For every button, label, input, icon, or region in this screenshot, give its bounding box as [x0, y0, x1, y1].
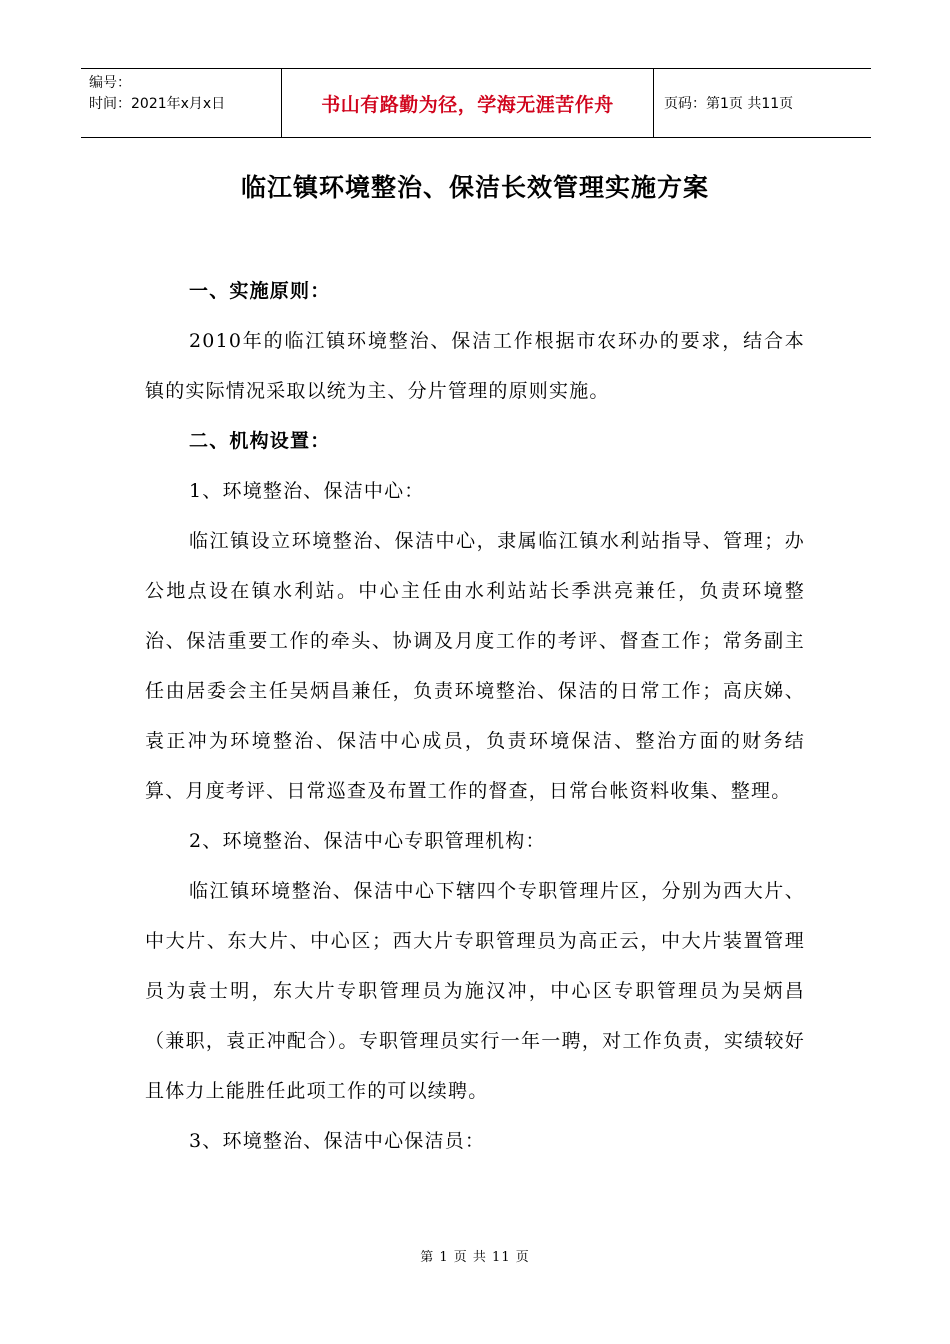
section-heading-organization: 二、机构设置： — [189, 430, 331, 452]
document-body — [145, 266, 805, 1166]
item-heading-management: 2、环境整治、保洁中心专职管理机构： — [189, 830, 546, 852]
page-footer: 第 1 页 共 11 页 — [420, 1250, 530, 1265]
motto-text: 书山有路勤为径，学海无涯苦作舟 — [321, 93, 614, 116]
item-heading-cleaners: 3、环境整治、保洁中心保洁员： — [189, 1130, 486, 1152]
header-table — [81, 68, 871, 138]
paragraph-principles: 2010年的临江镇环境整治、保洁工作根据市农环办的要求，结合本镇的实际情况采取以统为主、分片管理的原则实施。 — [145, 330, 805, 402]
item-heading-center: 1、环境整治、保洁中心： — [189, 480, 425, 502]
paragraph-management: 临江镇环境整治、保洁中心下辖四个专职管理片区，分别为西大片、中大片、东大片、中心区；西大片专职管理员为高正云，中大片装置管理员为袁士明，东大片专职管理员为施汉冲，中心区专职管理员为吴炳昌（兼职，袁正冲配合）。专职管理员实行一年一聘，对工作负责，实绩较好且体力上能胜任此项工作的可以续聘。 — [145, 880, 805, 1102]
header-info-cell — [81, 69, 281, 137]
date-label: 时间：2021年x月x日 — [89, 96, 226, 112]
paragraph-center: 临江镇设立环境整治、保洁中心，隶属临江镇水利站指导、管理；办公地点设在镇水利站。中心主任由水利站站长季洪亮兼任，负责环境整治、保洁重要工作的牵头、协调及月度工作的考评、督查工作；常务副主任由居委会主任吴炳昌兼任，负责环境整治、保洁的日常工作；高庆娣、袁正冲为环境整治、保洁中心成员，负责环境保洁、整治方面的财务结算、月度考评、日常巡查及布置工作的督查，日常台帐资料收集、整理。 — [145, 530, 805, 802]
page-code: 页码：第1页 共11页 — [664, 96, 794, 112]
header-motto-cell — [281, 69, 654, 137]
section-heading-principles: 一、实施原则： — [189, 280, 331, 302]
header-page-cell — [654, 69, 871, 137]
number-label: 编号： — [89, 75, 131, 91]
document-title: 临江镇环境整治、保洁长效管理实施方案 — [240, 173, 709, 202]
